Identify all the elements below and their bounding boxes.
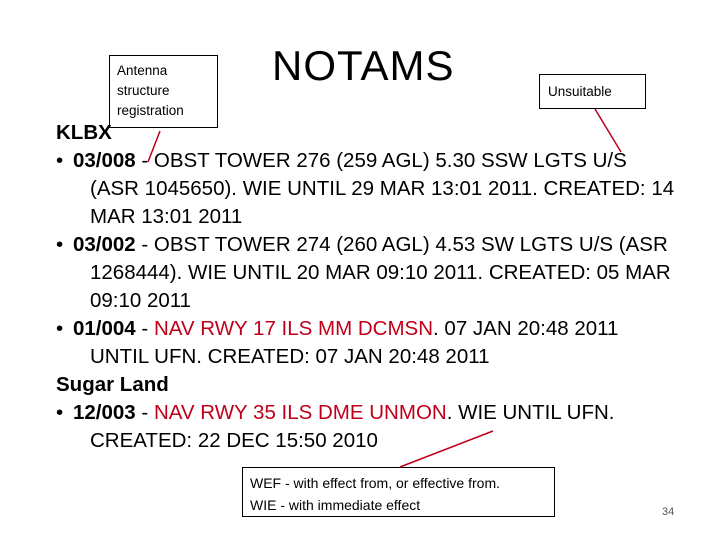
notam-list: [56, 119, 696, 455]
notam-item: [56, 315, 696, 371]
wef-callout: [242, 467, 555, 517]
slide-title: NOTAMS: [272, 42, 455, 89]
callout-line: Unsuitable: [548, 84, 612, 99]
callout-line: WEF - with effect from, or effective from.: [250, 475, 500, 491]
notam-line: CREATED: 22 DEC 15:50 2010: [90, 429, 378, 452]
bullet-icon: •: [56, 149, 64, 172]
notam-line: [73, 231, 696, 259]
notam-item: [56, 399, 696, 455]
notam-line: UNTIL UFN. CREATED: 07 JAN 20:48 2011: [90, 345, 490, 368]
callout-line: registration: [117, 103, 184, 118]
notam-line: [73, 315, 696, 343]
notam-line: 09:10 2011: [90, 289, 192, 312]
bullet-icon: •: [56, 233, 64, 256]
notam-code: 03/008: [73, 149, 136, 172]
notam-code: 03/002: [73, 233, 136, 256]
notam-text: . 07 JAN 20:48 2011: [433, 317, 619, 340]
notam-text: - OBST TOWER 276 (259 AGL) 5.30 SSW LGTS U/S: [141, 149, 627, 172]
notam-code: 12/003: [73, 401, 136, 424]
unsuitable-callout: [539, 74, 646, 109]
section-heading-sugar-land: Sugar Land: [56, 373, 169, 396]
notam-text: . WIE UNTIL UFN.: [446, 401, 615, 424]
callout-line: Antenna: [117, 63, 168, 78]
section-heading-klbx: KLBX: [56, 121, 112, 144]
notam-code: 01/004: [73, 317, 136, 340]
notam-line: [73, 399, 696, 427]
callout-line: structure: [117, 83, 170, 98]
notam-item: [56, 231, 696, 315]
notam-dash: -: [141, 317, 154, 340]
notam-dash: -: [141, 401, 154, 424]
bullet-icon: •: [56, 317, 64, 340]
antenna-callout: [109, 55, 218, 128]
page-number: 34: [662, 506, 675, 518]
callout-line: WIE - with immediate effect: [250, 497, 421, 513]
notam-highlight: NAV RWY 17 ILS MM DCMSN: [153, 317, 434, 340]
notam-line: MAR 13:01 2011: [90, 205, 243, 228]
notam-line: (ASR 1045650). WIE UNTIL 29 MAR 13:01 2011. CREATED: 14: [90, 177, 675, 200]
notam-text: - OBST TOWER 274 (260 AGL) 4.53 SW LGTS U/S (ASR: [141, 233, 668, 256]
notam-highlight: NAV RWY 35 ILS DME UNMON: [153, 401, 447, 424]
notam-item: [56, 147, 696, 231]
bullet-icon: •: [56, 401, 64, 424]
notam-line: [73, 147, 696, 175]
notam-line: 1268444). WIE UNTIL 20 MAR 09:10 2011. CREATED: 05 MAR: [90, 261, 671, 284]
